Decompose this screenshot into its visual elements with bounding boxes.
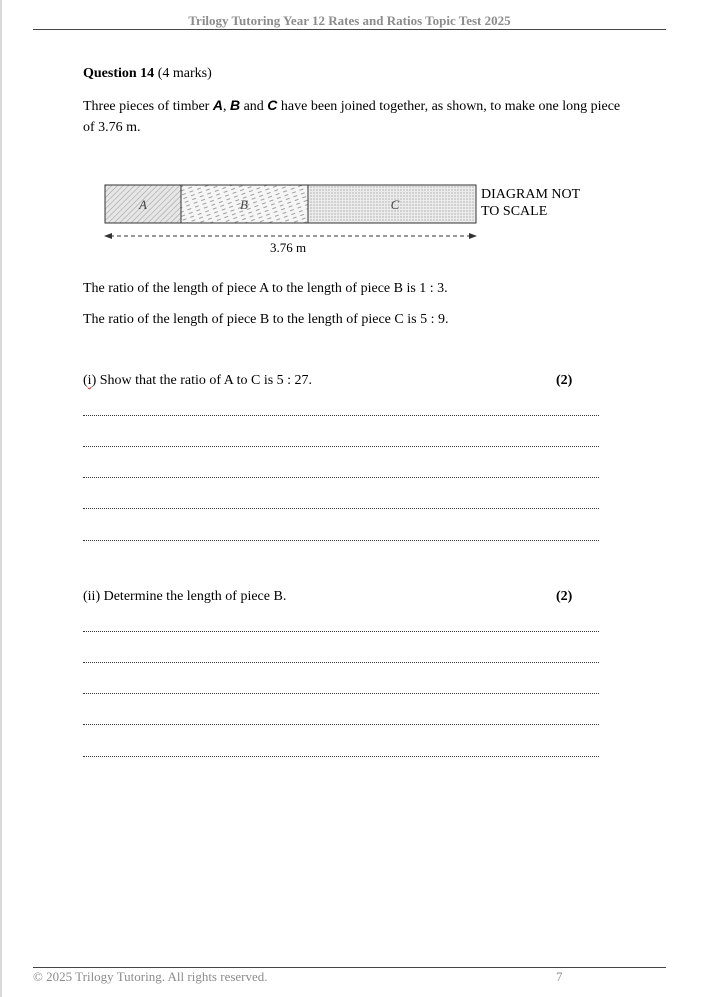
intro-sep-1: ,	[222, 99, 230, 114]
page-number: 7	[556, 969, 563, 984]
answer-line[interactable]	[83, 756, 599, 757]
variable-b: B	[229, 97, 241, 113]
arrow-head-left	[104, 233, 112, 239]
header-divider	[33, 29, 666, 30]
answer-line[interactable]	[83, 724, 599, 725]
diagram-note-line-1: DIAGRAM NOT	[481, 187, 581, 202]
total-length-label: 3.76 m	[270, 240, 307, 255]
part-i-marks: (2)	[556, 373, 573, 388]
answer-line[interactable]	[83, 508, 599, 509]
question-intro	[83, 95, 633, 138]
ratio-statement-bc: The ratio of the length of piece B to the length of piece C is 5 : 9.	[83, 312, 449, 327]
intro-text-end: have been joined together, as shown, to make one long piece of 3.76 m.	[83, 99, 621, 135]
answer-line[interactable]	[83, 662, 599, 663]
ratio-statement-ab: The ratio of the length of piece A to the length of piece B is 1 : 3.	[83, 281, 448, 296]
piece-b-label: B	[240, 197, 248, 212]
part-ii-marks: (2)	[556, 589, 573, 604]
part-i-numeral: i	[87, 373, 92, 388]
footer-divider	[33, 967, 666, 968]
footer-copyright: © 2025 Trilogy Tutoring. All rights reserved.	[33, 969, 268, 984]
diagram-note-line-2: TO SCALE	[481, 204, 548, 219]
answer-line[interactable]	[83, 631, 599, 632]
variable-a: A	[212, 97, 223, 113]
answer-line[interactable]	[83, 693, 599, 694]
answer-line[interactable]	[83, 477, 599, 478]
question-number: Question 14	[83, 66, 155, 81]
answer-line[interactable]	[83, 415, 599, 416]
piece-a-label: A	[139, 197, 147, 212]
page-left-edge	[0, 0, 2, 997]
page-header-title: Trilogy Tutoring Year 12 Rates and Ratios Topic Test 2025	[188, 13, 511, 28]
answer-line[interactable]	[83, 446, 599, 447]
timber-diagram	[100, 180, 480, 242]
diagram-note	[481, 186, 580, 220]
question-marks: (4 marks)	[157, 66, 212, 81]
arrow-head-right	[469, 233, 477, 239]
part-ii-prompt: (ii) Determine the length of piece B.	[83, 589, 287, 604]
answer-line[interactable]	[83, 540, 599, 541]
part-i-prompt	[83, 373, 573, 389]
intro-text-start: Three pieces of timber	[83, 99, 213, 114]
piece-c-label: C	[390, 197, 400, 212]
intro-sep-2: and	[240, 99, 268, 114]
variable-c: C	[267, 97, 278, 113]
question-heading	[83, 66, 212, 82]
part-i-text: ) Show that the ratio of A to C is 5 : 27.	[91, 373, 313, 388]
part-i-open-paren: (	[83, 373, 88, 388]
